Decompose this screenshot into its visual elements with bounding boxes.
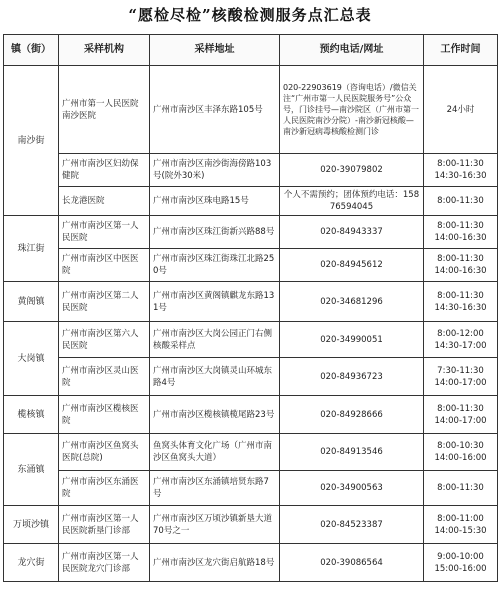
cell-organization: 长龙港医院	[59, 187, 150, 216]
table-row	[4, 187, 498, 216]
hours-line: 8:00-11:30	[437, 403, 484, 414]
cell-town: 南沙街	[4, 66, 59, 216]
hours-line: 14:00-16:30	[434, 233, 487, 243]
cell-hours	[424, 154, 498, 187]
cell-organization: 广州市南沙区第一人民医院	[59, 216, 150, 249]
hours-line: 8:00-11:30	[437, 221, 484, 231]
table-row	[4, 322, 498, 358]
table-row	[4, 434, 498, 471]
hours-line: 14:00-17:00	[434, 415, 487, 426]
hours-line: 14:30-16:30	[434, 171, 487, 181]
cell-hours	[424, 434, 498, 471]
cell-organization: 广州市南沙区中医医院	[59, 249, 150, 282]
cell-organization: 广州市南沙区鱼窝头医院(总院)	[59, 434, 150, 471]
hours-line: 7:30-11:30	[437, 365, 484, 376]
cell-address: 广州市南沙区龙穴街启航路18号	[150, 544, 280, 582]
hours-line: 8:00-11:30	[437, 483, 484, 493]
hours-line: 14:30-16:30	[434, 302, 487, 313]
table-row	[4, 544, 498, 582]
table-row	[4, 154, 498, 187]
cell-town: 珠江街	[4, 216, 59, 282]
hours-line: 14:00-15:30	[434, 525, 487, 536]
hours-line: 14:00-16:30	[434, 266, 487, 276]
cell-phone: 020-84943337	[280, 216, 424, 249]
table-row	[4, 66, 498, 154]
cell-organization: 广州市第一人民医院南沙医院	[59, 66, 150, 154]
hours-line: 24小时	[446, 104, 475, 115]
cell-phone: 020-34990051	[280, 322, 424, 358]
header-org: 采样机构	[59, 35, 150, 66]
cell-phone: 020-84936723	[280, 358, 424, 396]
cell-address: 广州市南沙区珠电路15号	[150, 187, 280, 216]
cell-address: 广州市南沙区珠江街珠江北路250号	[150, 249, 280, 282]
cell-phone: 020-22903619（咨询电话）/微信关注“广州市第一人民医院服务号”公众号，门诊挂号—南沙院区（广州市第一人民医院南沙分院）-南沙新冠核酸—南沙新冠病毒核酸检测门诊	[280, 66, 424, 154]
cell-phone: 个人不需预约；团体预约电话：15876594045	[280, 187, 424, 216]
cell-phone: 020-84913546	[280, 434, 424, 471]
table-row	[4, 358, 498, 396]
cell-town: 大岗镇	[4, 322, 59, 396]
cell-hours	[424, 322, 498, 358]
table-row	[4, 282, 498, 322]
header-hours: 工作时间	[424, 35, 498, 66]
cell-hours	[424, 544, 498, 582]
cell-hours	[424, 187, 498, 216]
cell-town: 黄阁镇	[4, 282, 59, 322]
hours-line: 15:00-16:00	[434, 563, 487, 574]
cell-organization: 广州市南沙区榄核医院	[59, 396, 150, 434]
cell-organization: 广州市南沙区灵山医院	[59, 358, 150, 396]
header-address: 采样地址	[150, 35, 280, 66]
table-header-row	[4, 35, 498, 66]
hours-line: 8:00-11:30	[437, 196, 484, 206]
cell-phone: 020-34681296	[280, 282, 424, 322]
hours-line: 8:00-10:30	[437, 441, 484, 451]
cell-address: 广州市南沙区南沙街海傍路103号(院外30米)	[150, 154, 280, 187]
cell-hours	[424, 282, 498, 322]
cell-hours	[424, 396, 498, 434]
cell-phone: 020-84523387	[280, 506, 424, 544]
cell-phone: 020-84928666	[280, 396, 424, 434]
hours-line: 14:00-16:00	[434, 453, 487, 463]
cell-hours	[424, 471, 498, 506]
hours-line: 8:00-11:30	[437, 159, 484, 169]
table-row	[4, 249, 498, 282]
service-points-table	[3, 34, 498, 582]
cell-organization: 广州市南沙区妇幼保健院	[59, 154, 150, 187]
cell-hours	[424, 216, 498, 249]
hours-line: 8:00-11:30	[437, 290, 484, 301]
header-town: 镇（街）	[4, 35, 59, 66]
cell-phone: 020-39086564	[280, 544, 424, 582]
hours-line: 14:30-17:00	[434, 340, 487, 351]
cell-phone: 020-84945612	[280, 249, 424, 282]
cell-town: 榄核镇	[4, 396, 59, 434]
cell-organization: 广州市南沙区第一人民医院新垦门诊部	[59, 506, 150, 544]
cell-address: 广州市南沙区大岗公园正门右侧核酸采样点	[150, 322, 280, 358]
cell-address: 鱼窝头体育文化广场（广州市南沙区鱼窝头大道）	[150, 434, 280, 471]
cell-town: 龙穴街	[4, 544, 59, 582]
cell-phone: 020-34900563	[280, 471, 424, 506]
table-row	[4, 471, 498, 506]
header-phone: 预约电话/网址	[280, 35, 424, 66]
cell-address: 广州市南沙区东涌镇培贤东路7号	[150, 471, 280, 506]
cell-address: 广州市南沙区珠江街新兴路88号	[150, 216, 280, 249]
cell-hours	[424, 358, 498, 396]
cell-phone: 020-39079802	[280, 154, 424, 187]
hours-line: 8:00-11:00	[437, 513, 484, 524]
hours-line: 14:00-17:00	[434, 377, 487, 388]
cell-address: 广州市南沙区大岗镇灵山环城东路4号	[150, 358, 280, 396]
table-row	[4, 506, 498, 544]
cell-address: 广州市南沙区黄阁镇麒龙东路131号	[150, 282, 280, 322]
cell-town: 东涌镇	[4, 434, 59, 506]
cell-organization: 广州市南沙区第一人民医院龙穴门诊部	[59, 544, 150, 582]
cell-address: 广州市南沙区丰泽东路105号	[150, 66, 280, 154]
cell-town: 万顷沙镇	[4, 506, 59, 544]
hours-line: 9:00-10:00	[437, 551, 484, 562]
table-row	[4, 396, 498, 434]
cell-organization: 广州市南沙区东涌医院	[59, 471, 150, 506]
hours-line: 8:00-12:00	[437, 328, 484, 339]
cell-hours	[424, 506, 498, 544]
cell-hours	[424, 66, 498, 154]
table-body	[4, 66, 498, 582]
cell-organization: 广州市南沙区第六人民医院	[59, 322, 150, 358]
hours-line: 8:00-11:30	[437, 254, 484, 264]
cell-hours	[424, 249, 498, 282]
cell-organization: 广州市南沙区第二人民医院	[59, 282, 150, 322]
cell-address: 广州市南沙区万顷沙镇新垦大道70号之一	[150, 506, 280, 544]
document-title: “愿检尽检”核酸检测服务点汇总表	[128, 6, 372, 24]
cell-address: 广州市南沙区榄核镇榄尾路23号	[150, 396, 280, 434]
table-row	[4, 216, 498, 249]
